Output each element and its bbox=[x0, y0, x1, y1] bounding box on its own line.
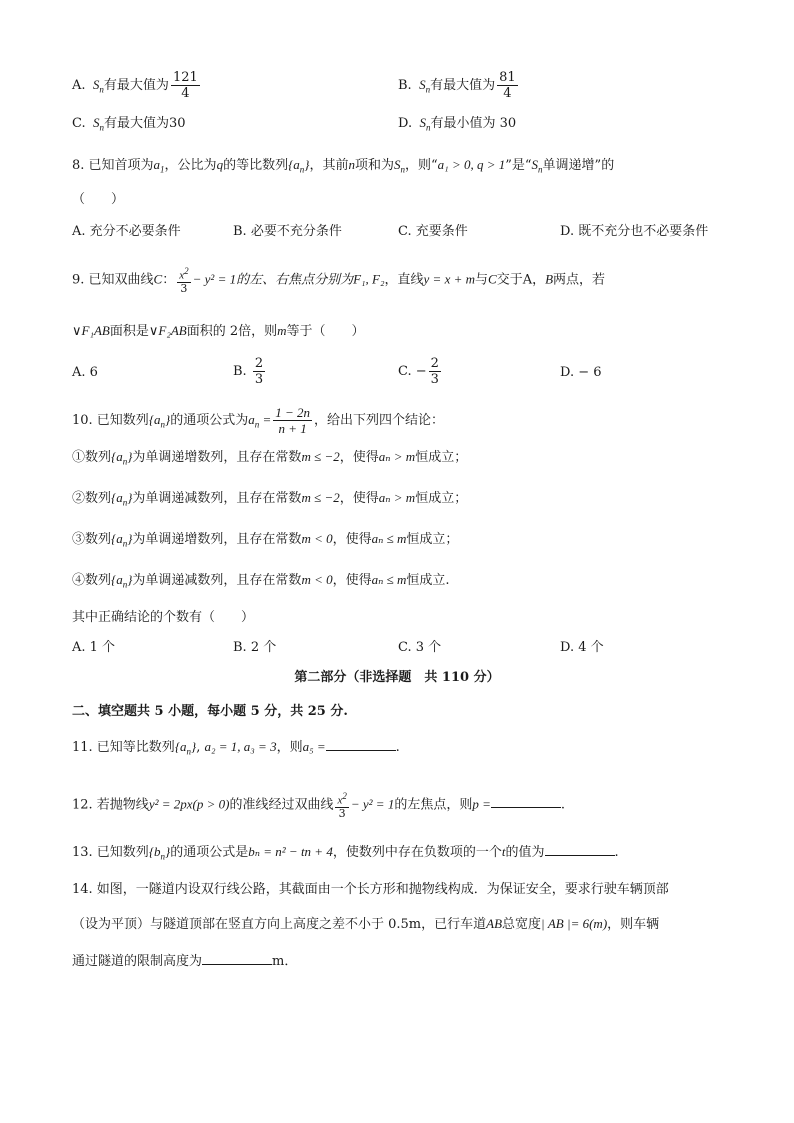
q11-stem: 11. 已知等比数列$\{a_n\}$, a₂ = 1, a₃ = 3，则a₅ = . bbox=[72, 739, 400, 757]
q12-answer-blank bbox=[491, 795, 561, 808]
q9-stem: 9. 已知双曲线C： $\frac{x^2}{3}$ − y² = 1的左、右焦点分别为F₁, F₂，直线y = x + m与C交于A，B两点，若 bbox=[72, 266, 606, 295]
q14-answer-blank bbox=[202, 952, 272, 965]
q9-option-a: A. 6 bbox=[72, 365, 98, 380]
q7-option-d: D. $S_n$有最小值为 30 bbox=[398, 115, 517, 133]
q7-option-b: B. $S_n$有最大值为 $\frac{81}{4}$ bbox=[398, 70, 516, 101]
q7-option-a: A. $S_n$有最大值为 $\frac{121}{4}$ bbox=[72, 70, 198, 101]
q10-option-c: C. 3 个 bbox=[398, 640, 442, 655]
q8-stem: 8. 已知首项为$a_1$，公比为q的等比数列$\{a_n\}$，其前n项和为$S_n$，则“a₁ > 0, q > 1”是“$S_n$单调递增”的 bbox=[72, 157, 615, 175]
q9-option-b: B. $\frac{2}{3}$ bbox=[233, 356, 264, 387]
part2-title: 第二部分（非选择题 共 110 分） bbox=[294, 670, 500, 685]
q12-stem: 12. 若抛物线y² = 2px(p > 0)的准线经过双曲线 $\frac{x^2}{3}$ − y² = 1的左焦点，则p = . bbox=[72, 791, 566, 820]
q8-option-b: B. 必要不充分条件 bbox=[233, 224, 342, 239]
q10-question: 其中正确结论的个数有（ ） bbox=[72, 610, 255, 625]
q13-answer-blank bbox=[545, 843, 615, 856]
q13-stem: 13. 已知数列$\{b_n\}$的通项公式是bₙ = n² − tn + 4，使数列中存在负数项的一个t的值为 . bbox=[72, 844, 619, 862]
q14-line2: （设为平顶）与隧道顶部在竖直方向上高度之差不小于 0.5m，已行车道AB总宽度| AB |= 6(m)，则车辆 bbox=[72, 916, 660, 932]
q10-option-d: D. 4 个 bbox=[560, 640, 604, 655]
q8-option-c: C. 充要条件 bbox=[398, 224, 468, 239]
q10-stem: 10. 已知数列$\{a_n\}$的通项公式为$a_n$ = $\frac{1 - 2n}{n + 1}$ ，给出下列四个结论： bbox=[72, 405, 445, 436]
q10-item-3: ③数列$\{a_n\}$为单调递增数列，且存在常数m < 0，使得aₙ ≤ m恒成立； bbox=[72, 531, 459, 549]
section2-title: 二、填空题共 5 小题，每小题 5 分，共 25 分. bbox=[72, 704, 348, 719]
q10-option-b: B. 2 个 bbox=[233, 640, 277, 655]
q10-item-4: ④数列$\{a_n\}$为单调递减数列，且存在常数m < 0，使得aₙ ≤ m恒成立. bbox=[72, 572, 450, 590]
q8-paren: （ ） bbox=[72, 192, 125, 207]
q11-answer-blank bbox=[326, 738, 396, 751]
q14-line1: 14. 如图，一隧道内设双行线公路，其截面由一个长方形和抛物线构成．为保证安全，要求行驶车辆顶部 bbox=[72, 882, 669, 897]
q9-option-c: C. − $\frac{2}{3}$ bbox=[398, 356, 439, 387]
q8-option-d: D. 既不充分也不必要条件 bbox=[560, 224, 709, 239]
q9-stem-line2: ∨F₁AB面积是∨F₂AB面积的 2倍，则m等于（ ） bbox=[72, 323, 365, 339]
q14-line3: 通过隧道的限制高度为 m． bbox=[72, 954, 298, 969]
q8-option-a: A. 充分不必要条件 bbox=[72, 224, 181, 239]
q10-option-a: A. 1 个 bbox=[72, 640, 116, 655]
q9-option-d: D. − 6 bbox=[560, 365, 602, 380]
q7-option-c: C. $S_n$有最大值为30 bbox=[72, 115, 186, 133]
q10-item-1: ①数列$\{a_n\}$为单调递增数列，且存在常数m ≤ −2，使得aₙ > m恒成立； bbox=[72, 449, 468, 467]
q10-item-2: ②数列$\{a_n\}$为单调递减数列，且存在常数m ≤ −2，使得aₙ > m恒成立； bbox=[72, 490, 468, 508]
